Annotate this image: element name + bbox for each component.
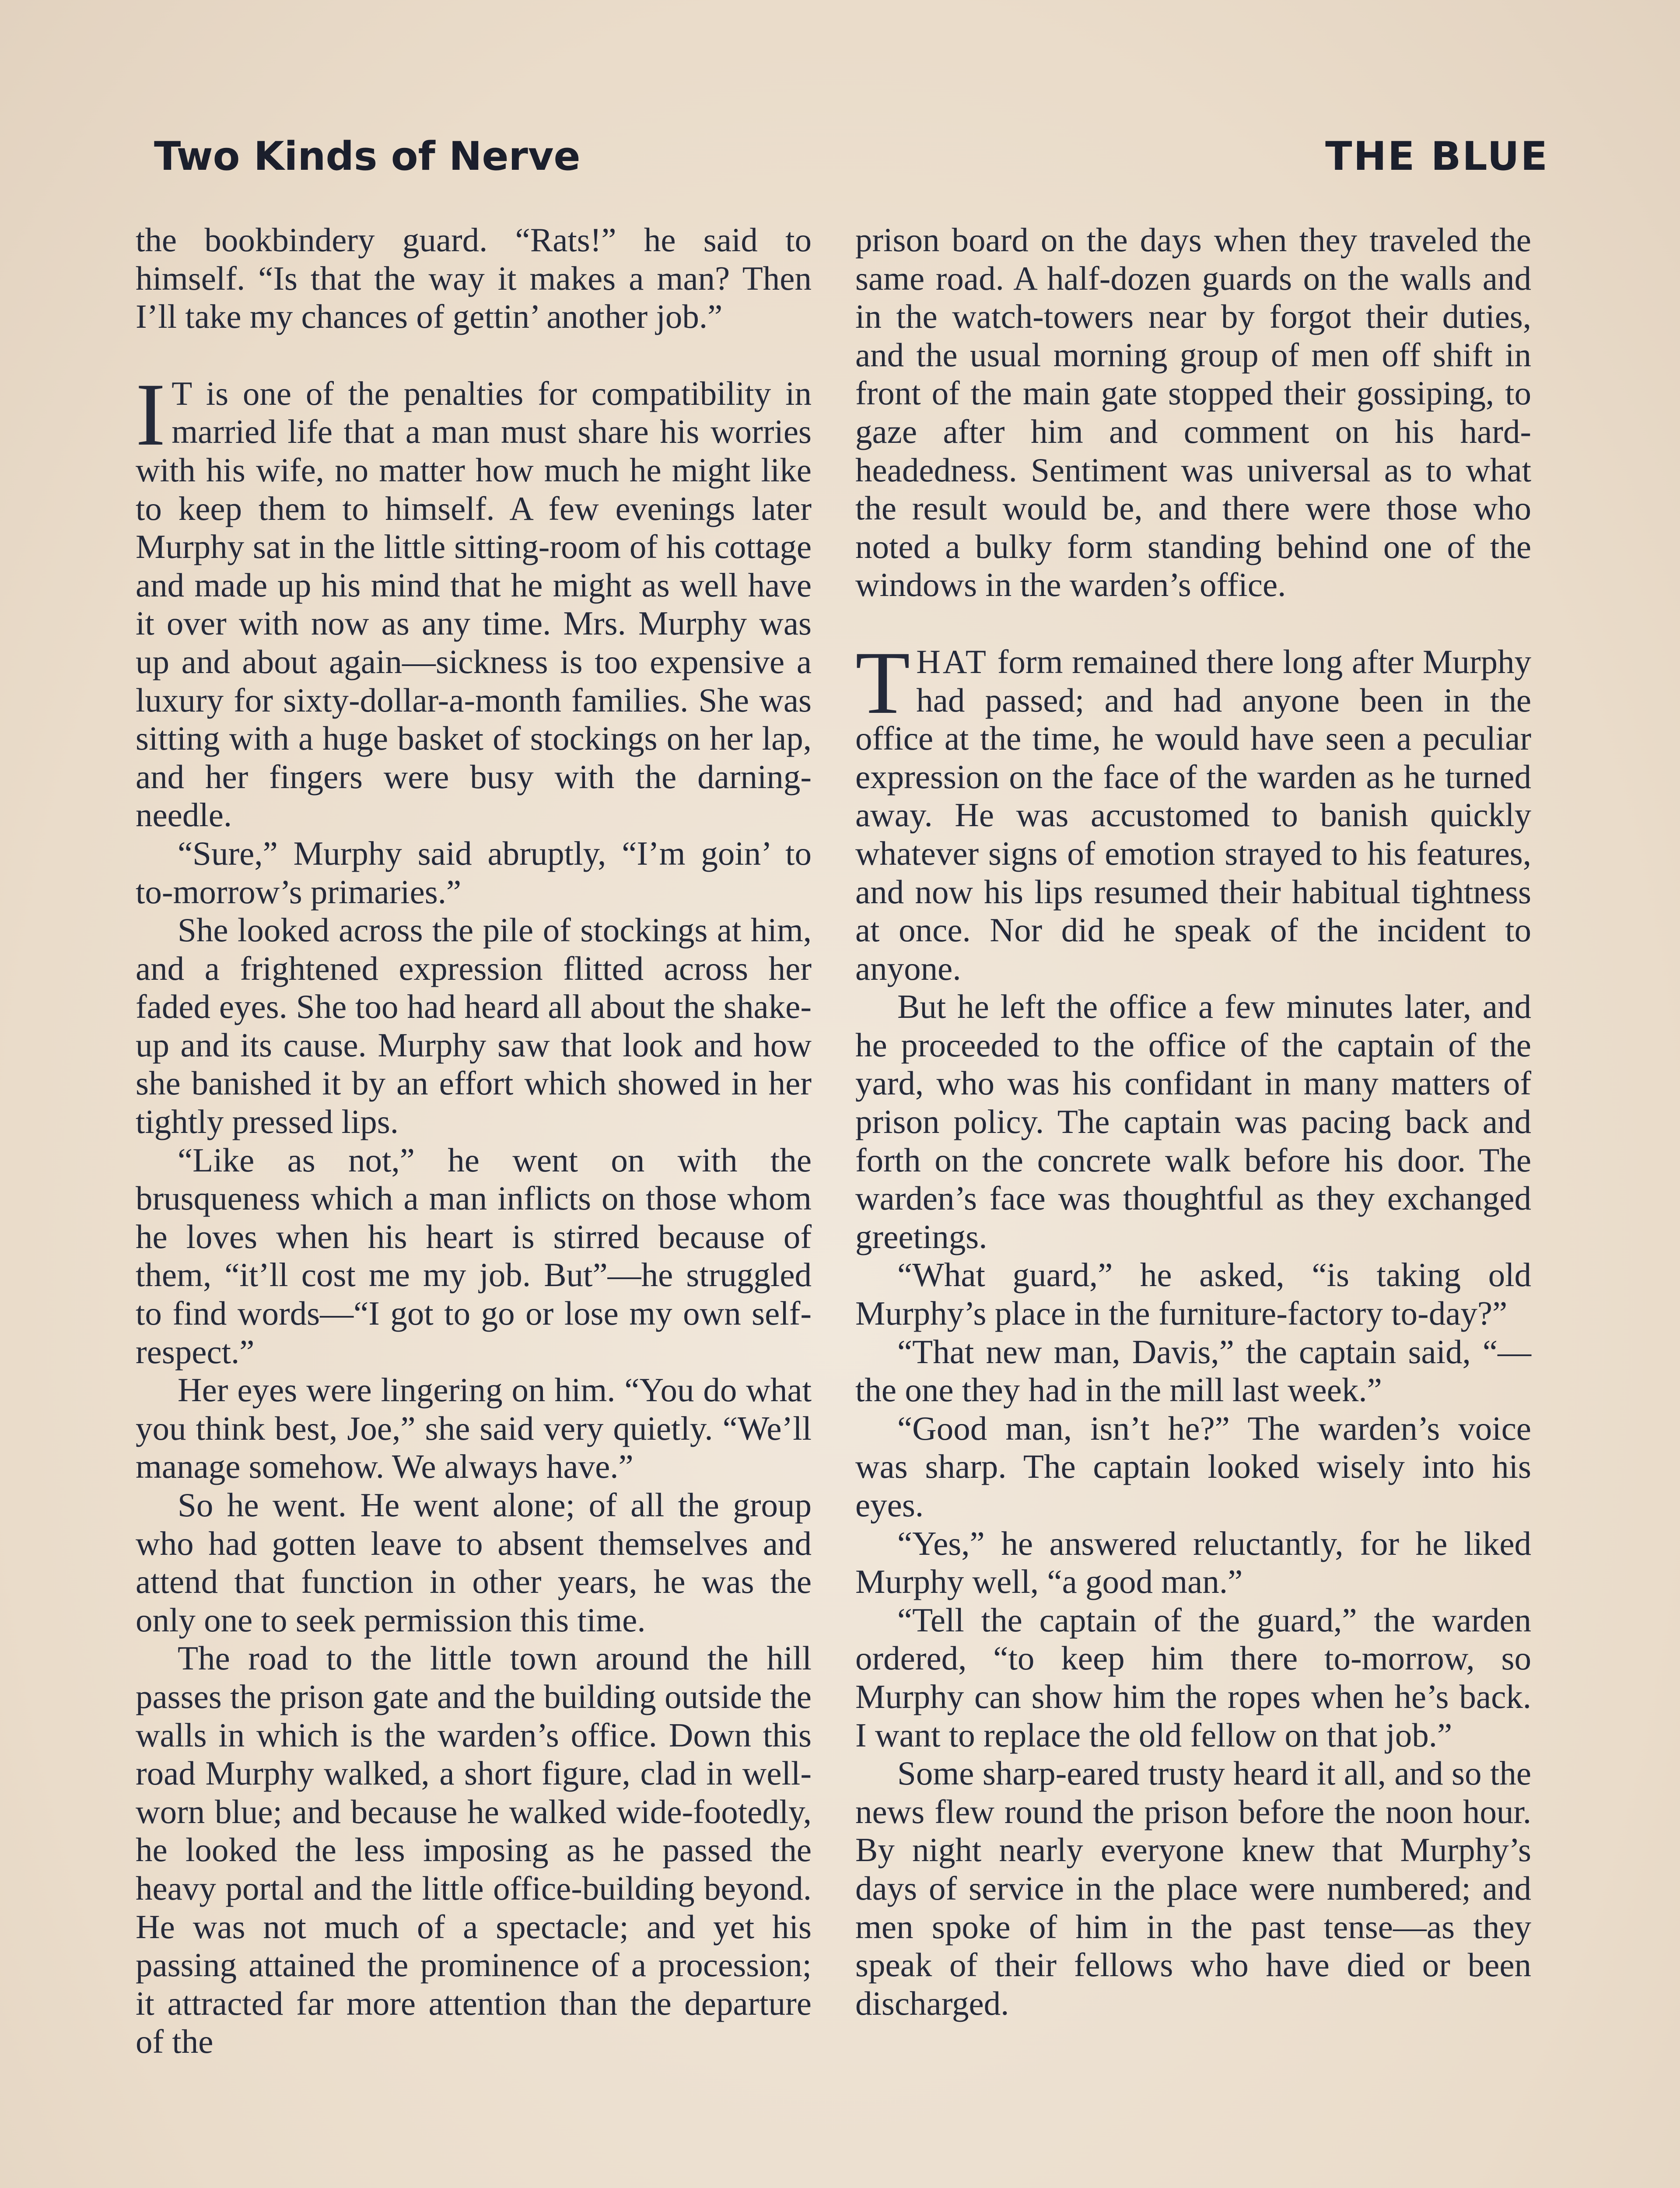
small-caps-lead: HAT — [916, 642, 988, 680]
drop-cap: I — [136, 365, 166, 464]
paragraph: Some sharp-eared trusty heard it all, and so the news flew round the prison before the noon hour. By night nearly everyone knew that Murphy’s days of service in the place were numbered; and men spoke of him in the past tense—as they speak of their fellows who have died or been discharged. — [855, 1754, 1531, 2022]
paragraph: “Sure,” Murphy said abruptly, “I’m goin’ to to-morrow’s primaries.” — [136, 834, 812, 911]
paragraph: “That new man, Davis,” the captain said, “—the one they had in the mill last week.” — [855, 1332, 1531, 1409]
paragraph: “Like as not,” he went on with the brusqueness which a man inflicts on those whom he loves when his heart is stirred because of them, “it’ll cost me my job. But”—he struggled to find words—“I got to go or lose my own self-respect.” — [136, 1141, 812, 1371]
section-opening-paragraph — [136, 365, 812, 835]
magazine-name: THE BLUE — [1325, 133, 1549, 179]
running-title: Two Kinds of Nerve — [154, 133, 581, 179]
paragraph: “Yes,” he answered reluctantly, for he liked Murphy well, “a good man.” — [855, 1524, 1531, 1601]
paragraph: “Tell the captain of the guard,” the warden ordered, “to keep him there to-morrow, so Murphy can show him the ropes when he’s back. I want to replace the old fellow on that job.” — [855, 1601, 1531, 1754]
paragraph: the bookbindery guard. “Rats!” he said to himself. “Is that the way it makes a man? Then I’ll take my chances of gettin’ another job.” — [136, 221, 812, 336]
paragraph: The road to the little town around the hill passes the prison gate and the building outside the walls in which is the warden’s office. Down this road Murphy walked, a short figure, clad in well-worn blue; and because he walked wide-footedly, he looked the less imposing as he passed the heavy portal and the little office-building beyond. He was not much of a spectacle; and yet his passing attained the prominence of a procession; it attracted far more attention than the departure of the — [136, 1639, 812, 2061]
paragraph: prison board on the days when they traveled the same road. A half-dozen guards on the walls and in the watch-towers near by forgot their duties, and the usual morning group of men off shift in front of the main gate stopped their gossiping, to gaze after him and comment on his hard-headedness. Sentiment was universal as to what the result would be, and there were those who noted a bulky form standing behind one of the windows in the warden’s office. — [855, 221, 1531, 604]
right-column — [855, 221, 1531, 2023]
page-header — [154, 130, 1549, 192]
paragraph: So he went. He went alone; of all the group who had gotten leave to absent themselves and attend that function in other years, he was the only one to seek permission this time. — [136, 1486, 812, 1639]
paragraph: “Good man, isn’t he?” The warden’s voice was sharp. The captain looked wisely into his eyes. — [855, 1409, 1531, 1524]
left-column — [136, 221, 812, 2061]
section-opening-paragraph — [855, 633, 1531, 988]
paragraph: But he left the office a few minutes later, and he proceeded to the office of the captain of the yard, who was his confidant in many matters of prison policy. The captain was pacing back and forth on the concrete walk before his door. The warden’s face was thoughtful as they exchanged greetings. — [855, 988, 1531, 1255]
paragraph: She looked across the pile of stockings at him, and a frightened expression flitted across her faded eyes. She too had heard all about the shake-up and its cause. Murphy saw that look and how she banished it by an effort which showed in her tightly pressed lips. — [136, 911, 812, 1141]
paragraph-text: T is one of the penalties for compatibility in married life that a man must share his worries with his wife, no matter how much he might like to keep them to himself. A few evenings later Murphy sat in the little sitting-room of his cottage and made up his mind that he might as well have it over with now as any time. Mrs. Murphy was up and about again—sickness is too expensive a luxury for sixty-dollar-a-month families. She was sitting with a huge basket of stockings on her lap, and her fingers were busy with the darning-needle. — [136, 374, 812, 834]
paragraph-text: form remained there long after Murphy had passed; and had anyone been in the office at the time, he would have seen a peculiar expression on the face of the warden as he turned away. He was accustomed to banish quickly whatever signs of emotion strayed to his features, and now his lips resumed their habitual tightness at once. Nor did he speak of the incident to anyone. — [855, 642, 1531, 987]
paragraph: Her eyes were lingering on him. “You do what you think best, Joe,” she said very quietly. “We’ll manage somehow. We always have.” — [136, 1371, 812, 1486]
paragraph: “What guard,” he asked, “is taking old Murphy’s place in the furniture-factory to-day?” — [855, 1256, 1531, 1332]
drop-cap: T — [855, 633, 910, 733]
